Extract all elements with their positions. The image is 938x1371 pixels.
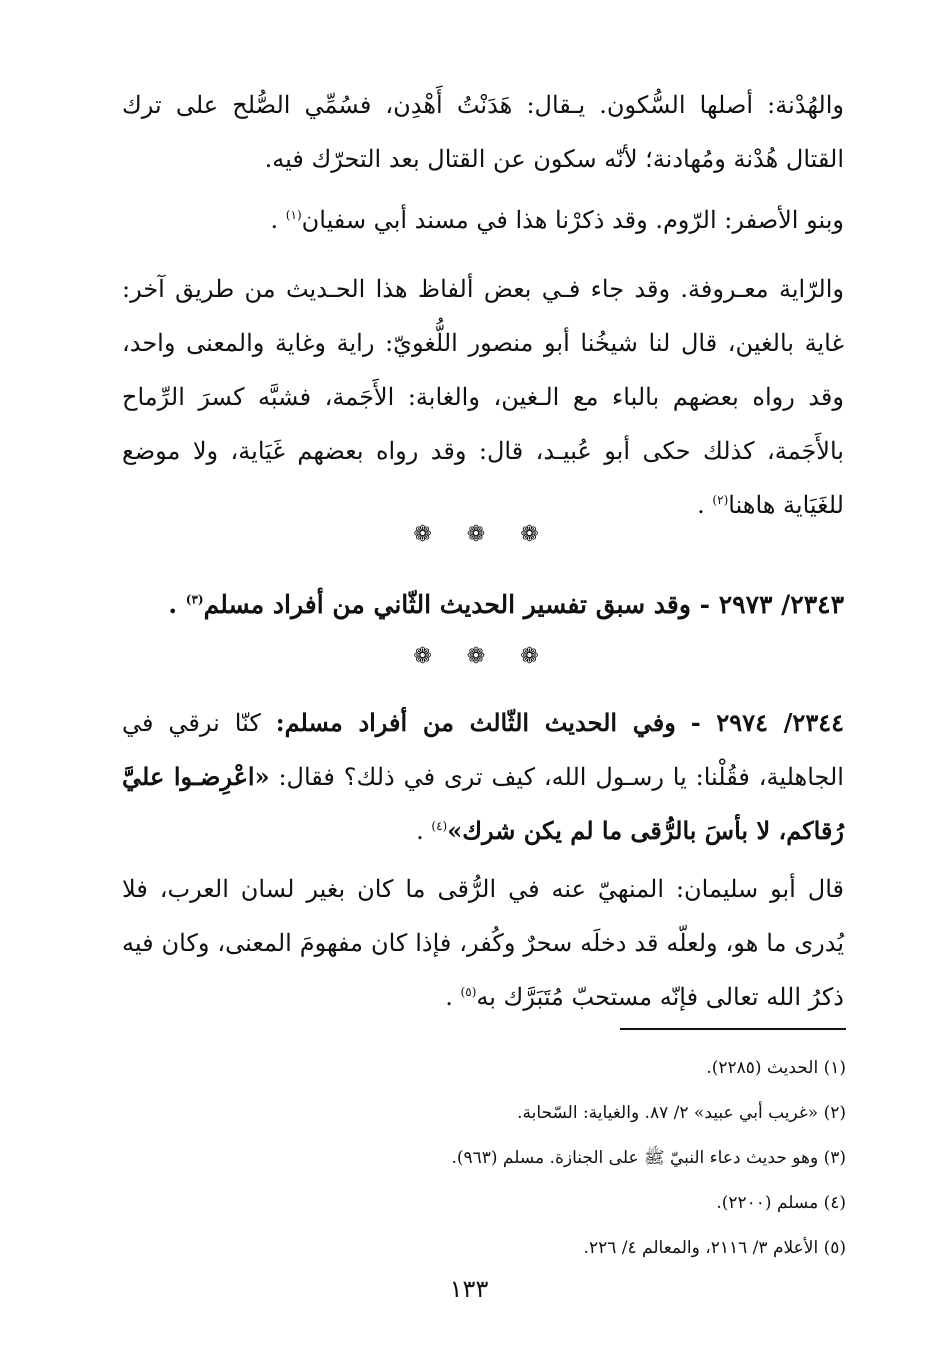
footnote-separator: [620, 1028, 846, 1030]
entry-2344: ٢٣٤٤/ ٢٩٧٤ - وفي الحديث الثّالث من أفراد مسلم: كنّا نرقي في الجاهلية، فقُلْنا: يا رسـول الله، كيف ترى في ذلك؟ فقال: «اعْرِضـوا عليَّ رُقاكم، لا بأسَ بالرُّقى ما لم يكن شرك»$^{(٤)}$ .: [122, 708, 844, 845]
footnote-ref-2: (٢): [712, 493, 729, 507]
footnotes: [400, 1046, 846, 1271]
entry-2343: ٢٣٤٣/ ٢٩٧٣ - وقد سبق تفسير الحديث الثّاني من أفراد مسلم$^{(٣)}$ .: [168, 590, 844, 619]
entry-text: كنّا نرقي في الجاهلية، فقُلْنا: يا رسـول الله، كيف ترى في ذلك؟ فقال:: [122, 709, 844, 791]
entry-number: ٢٣٤٣/ ٢٩٧٣ -: [699, 590, 844, 619]
footnote-5: (٥) الأعلام ٣/ ٢١١٦، والمعالم ٤/ ٢٢٦.: [583, 1238, 846, 1258]
page-number: ١٣٣: [449, 1275, 489, 1303]
footnote-1: (١) الحديث (٢٢٨٥).: [706, 1058, 846, 1078]
paragraph-commentary: قال أبو سليمان: المنهيّ عنه في الرُّقى ما كان بغير لسان العرب، فلا يُدرى ما هو، ولعلّه قد دخلَه سحرٌ وكُفر، فإذا كان مفهومَ المعنى، وكان فيه ذكرُ الله تعالى فإنّه مستحبّ مُتَبَرَّك به$^{(٥)}$ .: [122, 875, 844, 1011]
paragraph-text: والهُدْنة: أصلها السُّكون. يـقال: هَدَنْتُ أَهْدِن، فسُمِّي الصُّلح على ترك القتال هُدْنة ومُهادنة؛ لأنّه سكون عن القتال بعد التحرّك فيه.: [122, 91, 844, 173]
hadith-quote: «اعْرِضـوا عليَّ رُقاكم، لا بأسَ بالرُّقى ما لم يكن شرك»: [122, 762, 844, 845]
footnote-2: (٢) «غريب أبي عبيد» ٢/ ٨٧. والغياية: السّحابة.: [517, 1103, 846, 1123]
paragraph-banu-asfar: وبنو الأصفر: الرّوم. وقد ذكرْنا هذا في مسند أبي سفيان$^{(١)}$ .: [270, 206, 844, 234]
ornament-divider: ❁ ❁ ❁: [413, 522, 553, 547]
paragraph-text: والرّاية معـروفة. وقد جاء فـي بعض ألفاظ هذا الحـديث من طريق آخر: غاية بالغين، قال لنا شيخُنا أبو منصور اللُّغويّ: راية وغاية والمعنى واحد، وقد رواه بعضهم بالباء مع الـغين، والغابة: الأَجَمة، فشبَّه كسرَ الرِّماح بالأَجَمة، كذلك حكى أبو عُبيـد، قال: وقد رواه بعضهم غَيَاية، ولا موضع للغَيَاية هاهنا: [122, 275, 844, 519]
paragraph-text: قال أبو سليمان: المنهيّ عنه في الرُّقى ما كان بغير لسان العرب، فلا يُدرى ما هو، ولعلّه قد دخلَه سحرٌ وكُفر، فإذا كان مفهومَ المعنى، وكان فيه ذكرُ الله تعالى فإنّه مستحبّ مُتَبَرَّك به: [122, 875, 844, 1011]
footnote-3: (٣) وهو حديث دعاء النبيّ ﷺ على الجنازة. مسلم (٩٦٣).: [451, 1148, 846, 1168]
entry-text: وقد سبق تفسير الحديث الثّاني من أفراد مسلم: [203, 590, 691, 619]
footnote-ref-3: (٣): [185, 592, 204, 607]
paragraph-hudna: [122, 78, 844, 186]
paragraph-raya: والرّاية معـروفة. وقد جاء فـي بعض ألفاظ هذا الحـديث من طريق آخر: غاية بالغين، قال لنا شيخُنا أبو منصور اللُّغويّ: راية وغاية والمعنى واحد، وقد رواه بعضهم بالباء مع الـغين، والغابة: الأَجَمة، فشبَّه كسرَ الرِّماح بالأَجَمة، كذلك حكى أبو عُبيـد، قال: وقد رواه بعضهم غَيَاية، ولا موضع للغَيَاية هاهنا$^{(٢)}$ .: [122, 275, 844, 519]
footnote-ref-1: (١): [285, 208, 302, 222]
entry-number: ٢٣٤٤/ ٢٩٧٤ -: [690, 708, 844, 737]
footnote-ref-5: (٥): [460, 985, 477, 999]
ornament-divider: ❁ ❁ ❁: [413, 644, 553, 669]
paragraph-text: وبنو الأصفر: الرّوم. وقد ذكرْنا هذا في مسند أبي سفيان: [301, 206, 844, 234]
footnote-ref-4: (٤): [431, 819, 448, 833]
entry-heading: وفي الحديث الثّالث من أفراد مسلم:: [275, 708, 676, 737]
footnote-4: (٤) مسلم (٢٢٠٠).: [716, 1193, 846, 1213]
